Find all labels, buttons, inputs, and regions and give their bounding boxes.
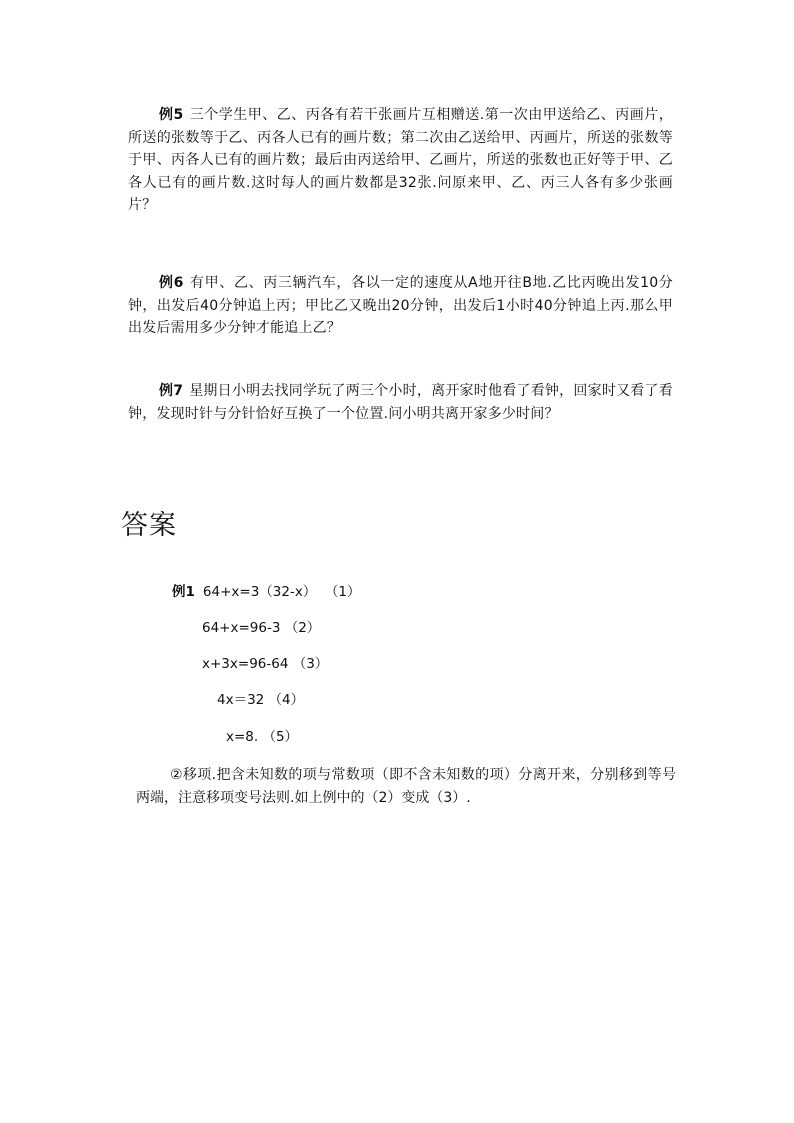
transposition-note: ②移项.把含未知数的项与常数项（即不含未知数的项）分离开来，分别移到等号两端，注意移项变号法则.如上例中的（2）变成（3）. <box>136 767 676 806</box>
problem-6-label: 例6 <box>159 275 184 291</box>
problem-5-label: 例5 <box>159 107 184 123</box>
problem-5 <box>128 104 673 217</box>
equation-line-3: x+3x=96-64 （3） <box>202 656 329 672</box>
equation-1-text: 64+x=3（32-x） （1） <box>202 584 361 600</box>
equation-line-1 <box>172 582 361 602</box>
problem-7-label: 例7 <box>159 383 184 399</box>
problem-7-text: 星期日小明去找同学玩了两三个小时，离开家时他看了看钟，回家时又看了看钟，发现时针与分针恰好互换了一个位置.问小明共离开家多少时间？ <box>128 383 673 422</box>
problem-6-text: 有甲、乙、丙三辆汽车，各以一定的速度从A地开往B地.乙比丙晚出发10分钟，出发后40分钟追上丙；甲比乙又晚出20分钟，出发后1小时40分钟追上丙.那么甲出发后需用多少分钟才能追上乙？ <box>128 275 673 336</box>
problem-7 <box>128 380 673 425</box>
equation-line-2: 64+x=96-3 （2） <box>202 620 321 636</box>
problem-5-text: 三个学生甲、乙、丙各有若干张画片互相赠送.第一次由甲送给乙、丙画片，所送的张数等于乙、丙各人已有的画片数；第二次由乙送给甲、丙画片，所送的张数等于甲、丙各人已有的画片数；最后由丙送给甲、乙画片，所送的张数也正好等于甲、乙各人已有的画片数.这时每人的画片数都是32张.问原来甲、乙、丙三人各有多少张画片？ <box>128 107 673 213</box>
equation-line-4: 4x＝32 （4） <box>217 692 305 708</box>
answer-example-label: 例1 <box>172 584 195 600</box>
problem-6 <box>128 272 673 340</box>
answers-heading: 答案 <box>121 510 177 541</box>
equation-line-5: x=8. （5） <box>226 729 299 745</box>
